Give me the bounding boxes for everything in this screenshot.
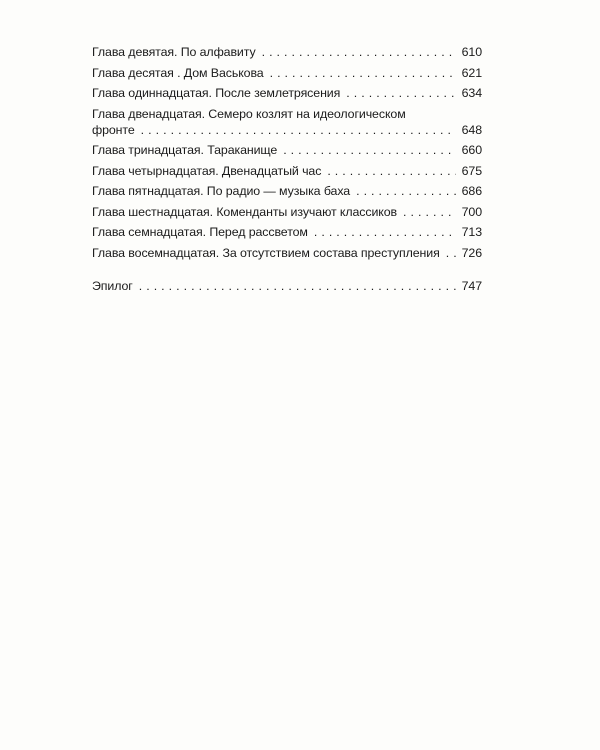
- toc-entry-page: 713: [461, 225, 482, 239]
- dot-leader: [141, 122, 456, 138]
- toc-entry-page: 686: [461, 184, 482, 198]
- toc-entry-ch15[interactable]: [92, 183, 482, 199]
- toc-entry-ch11[interactable]: [92, 85, 482, 101]
- dot-leader: [283, 142, 456, 158]
- toc-entry-title: Глава тринадцатая. Тараканище: [92, 143, 278, 157]
- toc-entry-page: 700: [461, 204, 482, 219]
- dot-leader: [403, 204, 456, 220]
- toc-entry-page: 610: [461, 45, 482, 59]
- toc-entry-title: Глава четырнадцатая. Двенадцатый час: [92, 163, 322, 178]
- toc-entry-ch18[interactable]: [92, 245, 482, 261]
- toc-entry-title: Глава девятая. По алфавиту: [92, 45, 256, 59]
- toc-entry-title: Глава шестнадцатая. Коменданты изучают классиков: [92, 204, 398, 219]
- dot-leader: [356, 183, 456, 199]
- toc-entry-title: Глава десятая . Дом Васькова: [92, 65, 264, 80]
- toc-entry-page: 747: [461, 279, 482, 293]
- toc-entry-page: 634: [461, 86, 482, 100]
- section-gap: [92, 265, 482, 278]
- toc-entry-ch13[interactable]: [92, 142, 482, 158]
- toc-entry-title: Глава пятнадцатая. По радио — музыка баха: [92, 184, 351, 198]
- dot-leader: [346, 85, 456, 101]
- dot-leader: [314, 224, 456, 240]
- dot-leader: [270, 65, 456, 81]
- table-of-contents: [92, 44, 482, 299]
- toc-entry-ch16[interactable]: [92, 204, 482, 220]
- toc-entry-epilogue[interactable]: [92, 278, 482, 294]
- toc-entry-page: 660: [461, 143, 482, 157]
- toc-entry-page: 621: [461, 65, 482, 80]
- toc-entry-ch9[interactable]: [92, 44, 482, 60]
- toc-entry-title: Глава семнадцатая. Перед рассветом: [92, 225, 308, 239]
- toc-entry-title: Эпилог: [92, 279, 133, 293]
- toc-entry-page: 648: [461, 122, 482, 137]
- toc-entry-title-line1: Глава двенадцатая. Семеро козлят на идеологическом: [92, 106, 406, 121]
- toc-entry-title: фронте: [92, 122, 135, 137]
- toc-entry-ch17[interactable]: [92, 224, 482, 240]
- dot-leader: [139, 278, 456, 294]
- dot-leader: [446, 245, 456, 261]
- toc-entry-page: 675: [461, 163, 482, 178]
- toc-entry-ch14[interactable]: [92, 163, 482, 179]
- dot-leader: [262, 44, 456, 60]
- toc-entry-page: 726: [461, 245, 482, 260]
- toc-entry-title: Глава восемнадцатая. За отсутствием состава преступления: [92, 245, 440, 260]
- toc-entry-ch10[interactable]: [92, 65, 482, 81]
- toc-entry-title: Глава одиннадцатая. После землетрясения: [92, 86, 341, 100]
- toc-entry-ch12[interactable]: [92, 106, 482, 138]
- dot-leader: [327, 163, 456, 179]
